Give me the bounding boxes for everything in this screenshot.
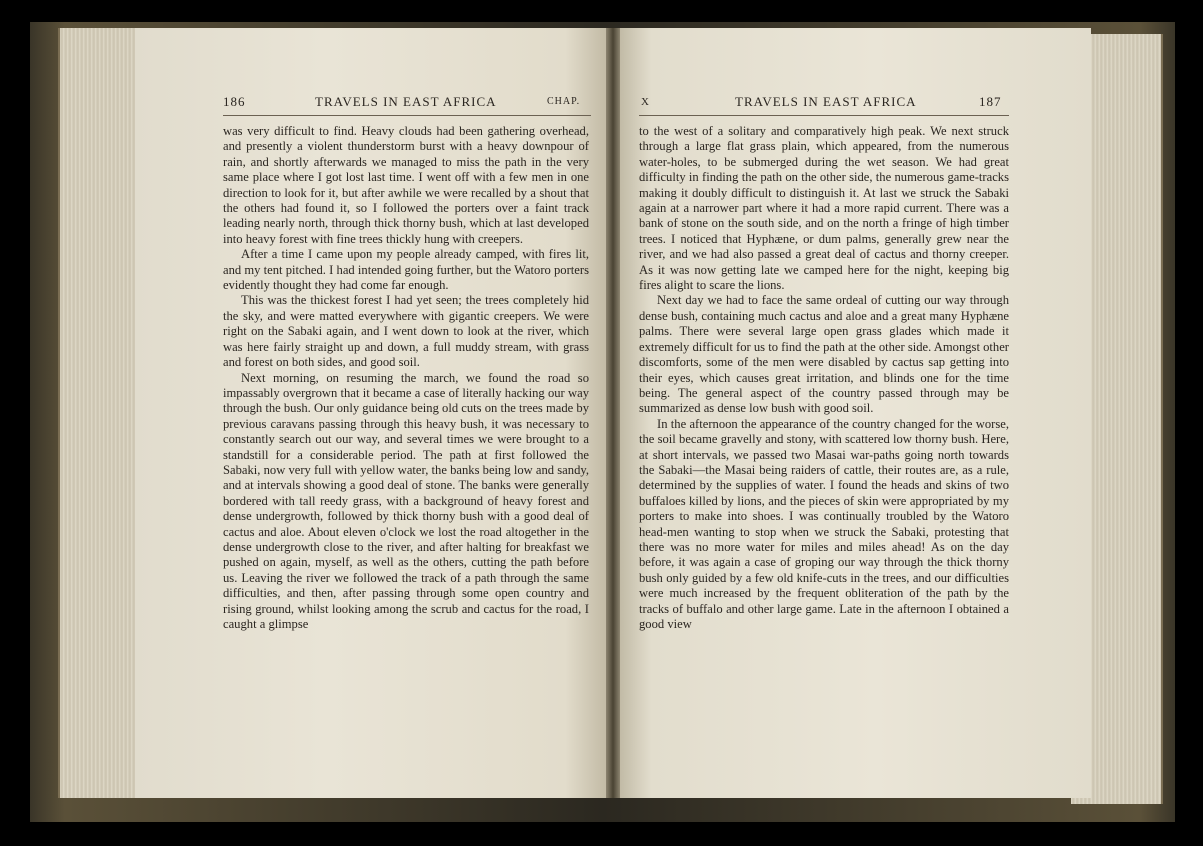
left-body-text [223,124,589,632]
right-running-head: TRAVELS IN EAST AFRICA [735,94,917,109]
left-page [135,28,613,798]
right-page-number: 187 [979,94,1002,109]
right-paragraph-1: to the west of a solitary and comparatively high peak. We next struck through a large flat grass plain, which appeared, from the numerous water-holes, to be submerged during the wet season. We had great difficulty in finding the path on the other side, the numerous game-tracks making it doubly difficult to distinguish it. At last we struck the Sabaki again at a narrower part where it had a more rapid current. There was a bank of stone on the south side, and on the north a fringe of high timber trees. I noticed that Hyphæne, or dum palms, generally grew near the river, and we had also passed a great deal of cactus and thorny creeper. As it was now getting late we camped here for the night, keeping big fires alight to scare the lions. [639,124,1009,293]
left-chapter-mark: CHAP. [547,96,581,107]
left-header-rule [223,115,591,116]
left-paragraph-1: was very difficult to find. Heavy clouds had been gathering overhead, and presently a violent thunderstorm burst with a heavy downpour of rain, and shortly afterwards we managed to miss the path in the very same place where I got lost last time. I went off with a few men in one direction to look for it, but after awhile we were recalled by a shout that the others had found it, so I followed the porters over a faint track leading nearly north, through thick thorny bush, which at last developed into heavy forest with fine trees thickly hung with creepers. [223,124,589,246]
left-paragraph-3: This was the thickest forest I had yet seen; the trees completely hid the sky, and were matted everywhere with gigantic creepers. We were right on the Sabaki again, and I went down to look at the river, which was here fairly straight up and down, a full muddy stream, with grass and forest on both sides, and good soil. [223,293,589,370]
left-page-header [135,94,613,114]
book-gutter [606,28,620,798]
right-body-text [639,124,1009,632]
right-page [613,28,1091,798]
left-page-number: 186 [223,94,246,109]
left-paragraph-4: Next morning, on resuming the march, we found the road so impassably overgrown that it became a case of literally hacking our way through the bush. Our only guidance being old cuts on the trees made by previous caravans passing through this heavy bush, it was necessary to constantly search out our way, and several times we were brought to a standstill for a considerable period. The path at first followed the Sabaki, now very full with yellow water, the banks being low and sandy, and at intervals showing a good deal of stone. The banks were generally bordered with tall reedy grass, with a background of heavy forest and dense undergrowth, followed by thick thorny bush with a good deal of cactus and aloe. About eleven o'clock we lost the road altogether in the dense undergrowth close to the river, and after halting for breakfast we pushed on again, myself, as well as the others, cutting the path before us. Leaving the river we followed the track of a path through the same difficulties, and then, after passing through some open country and rising ground, whilst looking among the scrub and cactus for the road, I caught a glimpse [223,370,589,631]
right-chapter-mark: X [641,96,650,108]
left-running-head: TRAVELS IN EAST AFRICA [315,94,497,109]
right-paragraph-2: Next day we had to face the same ordeal of cutting our way through dense bush, containing much cactus and aloe and a great many Hyphæne palms. There were several large open grass glades which made it extremely difficult for us to find the path at the other side. Amongst other discomforts, some of the men were disabled by cactus sap getting into their eyes, which causes great irritation, and blinds one for the time being. The general aspect of the country passed through may be summarized as dense low bush with good soil. [639,293,1009,416]
right-page-header [613,94,1091,114]
right-header-rule [639,115,1009,116]
right-paragraph-3: In the afternoon the appearance of the country changed for the worse, the soil became gravelly and stony, with scattered low thorny bush. Here, at short intervals, we passed two Masai war-paths going north towards the Sabaki—the Masai being raiders of cattle, their routes are, as a rule, determined by the supplies of water. I found the heads and skins of two buffaloes killed by lions, and the pieces of skin were appropriated by my porters to make into shoes. I was continually troubled by the Watoro head-men wanting to stop when we struck the Sabaki, protesting that there was no more water for miles and miles ahead! As on the day before, it was again a case of groping our way through the thick thorny bush only guided by a few old knife-cuts in the trees, and our difficulties were much increased by the frequent obliteration of the path by the tracks of buffalo and other large game. Late in the afternoon I obtained a good view [639,416,1009,631]
left-paragraph-2: After a time I came upon my people already camped, with fires lit, and my tent pitched. I had intended going further, but the Watoro porters evidently thought they had come far enough. [223,247,589,293]
